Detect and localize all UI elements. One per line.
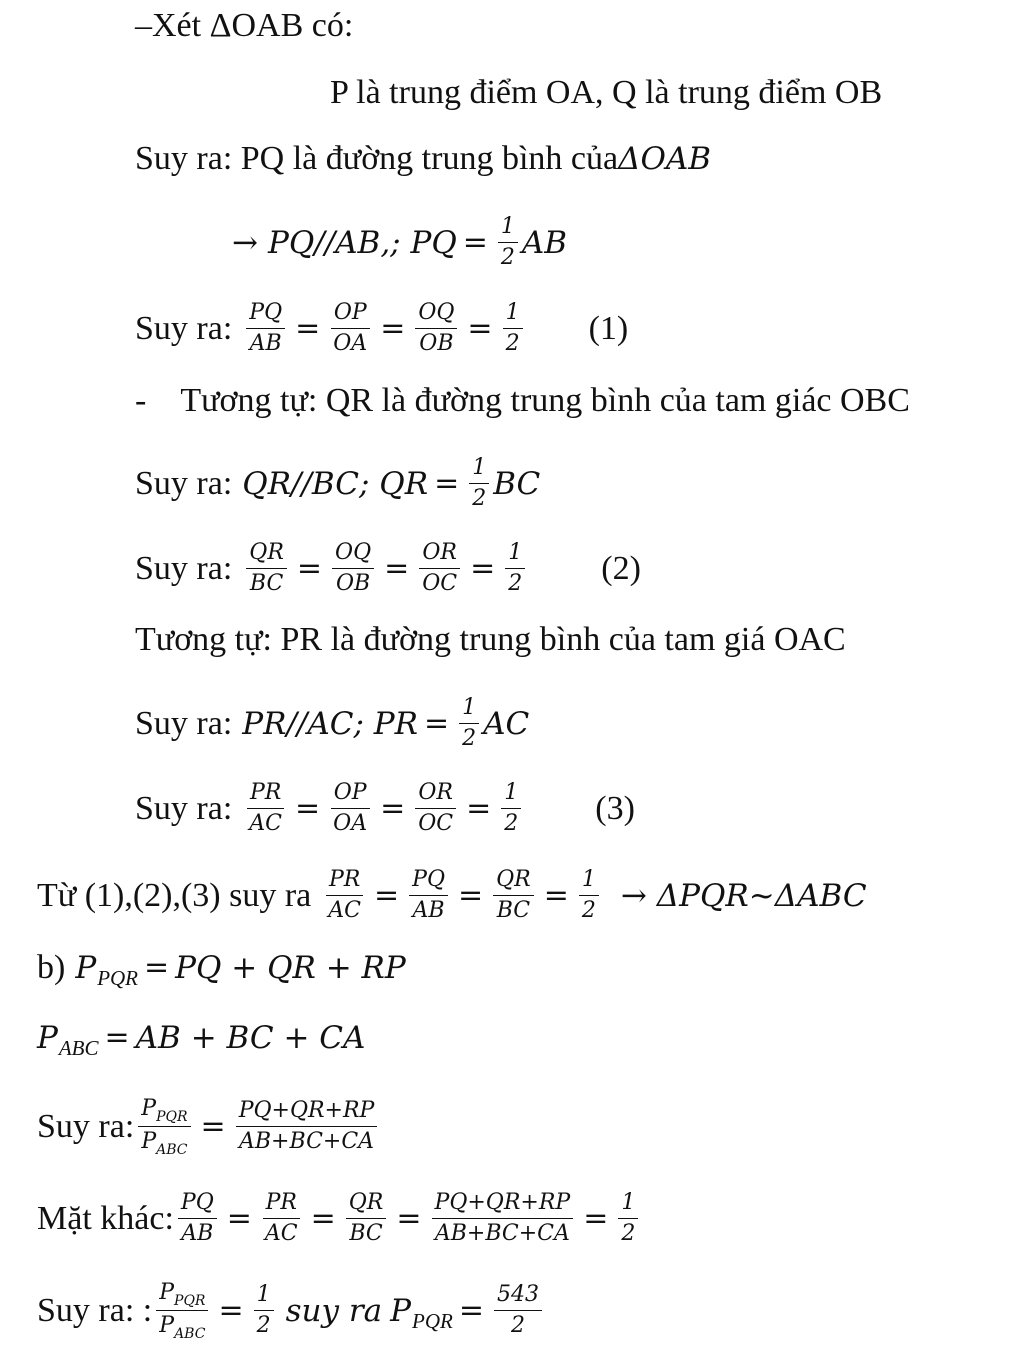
fraction-half: $\frac{1}{2}$ <box>469 455 489 512</box>
line-final-result <box>37 1280 546 1341</box>
fraction-oq-ob: $\frac{OQ}{OB}$ <box>415 300 457 357</box>
math-expr: PQ + QR + RP <box>175 950 406 986</box>
fraction-half: $\frac{1}{2}$ <box>618 1190 638 1247</box>
equals-sign: = <box>396 1200 422 1236</box>
math-expr: PR//AC; PR <box>242 705 418 742</box>
subscript: PQR <box>412 1308 453 1333</box>
text: Tương tự: PR là đường trung bình của tam giá OAC <box>135 621 846 658</box>
equals-sign: = <box>458 1292 484 1328</box>
line-similar-triangles <box>37 867 867 924</box>
equals-sign: = <box>467 310 493 346</box>
equals-sign: = <box>218 1292 244 1328</box>
label: Suy ra: <box>135 549 233 587</box>
fraction-op-oa: $\frac{OP}{OA}$ <box>330 300 370 357</box>
text: P là trung điểm OA, Q là trung điểm OB <box>330 74 883 111</box>
math-triangle: ΔOAB <box>618 141 712 177</box>
equals-sign: = <box>104 1020 130 1055</box>
fraction-pq-ab: $\frac{PQ}{AB}$ <box>178 1190 217 1247</box>
math-text: suy ra <box>285 1292 383 1329</box>
fraction-pq-ab: $\frac{PQ}{AB}$ <box>409 867 448 924</box>
line-perimeter-pqr <box>37 948 406 988</box>
fraction-pq-ab: $\frac{PQ}{AB}$ <box>246 300 285 357</box>
equals-sign: = <box>466 790 492 826</box>
fraction-op-oa: $\frac{OP}{OA}$ <box>330 780 370 837</box>
text: Tương tự: QR là đường trung bình của tam giác OBC <box>180 382 910 419</box>
fraction-qr-bc: $\frac{QR}{BC}$ <box>246 540 287 597</box>
equals-sign: = <box>295 310 321 346</box>
line-midpoints <box>330 73 882 113</box>
fraction-qr-bc: $\frac{QR}{BC}$ <box>346 1190 387 1247</box>
label: Suy ra: <box>37 1107 135 1145</box>
fraction-or-oc: $\frac{OR}{OC}$ <box>419 540 460 597</box>
fraction-perimeters: $\frac{P_{PQR}}{P_{ABC}}$ <box>156 1280 208 1341</box>
fraction-pr-ac: $\frac{PR}{AC}$ <box>325 867 364 924</box>
fraction-half: $\frac{1}{2}$ <box>459 695 479 752</box>
equals-sign: = <box>144 950 170 985</box>
math-expr: AB + BC + CA <box>135 1020 366 1056</box>
fraction-half: $\frac{1}{2}$ <box>501 780 521 837</box>
line-pr-parallel <box>135 695 529 752</box>
fraction-sums: $\frac{PQ+QR+RP}{AB+BC+CA}$ <box>432 1190 574 1247</box>
fraction-oq-ob: $\frac{OQ}{OB}$ <box>332 540 374 597</box>
math-p: P <box>37 1020 58 1056</box>
fraction-half: $\frac{1}{2}$ <box>503 300 523 357</box>
fraction-half: $\frac{1}{2}$ <box>498 214 518 271</box>
line-perimeter-abc <box>37 1018 365 1058</box>
text: Suy ra: PQ là đường trung bình của <box>135 140 619 177</box>
equals-sign: = <box>295 790 321 826</box>
line-ratio-2 <box>135 540 641 597</box>
equals-sign: = <box>543 877 569 913</box>
equals-sign: = <box>374 877 400 913</box>
equals-sign: = <box>380 310 406 346</box>
label: Suy ra: <box>135 704 233 742</box>
text: –Xét ΔOAB có: <box>135 7 354 44</box>
bullet-dash: - <box>135 382 147 419</box>
math-p: P <box>75 950 97 986</box>
equation-tag: (1) <box>588 309 629 347</box>
equals-sign: = <box>583 1200 609 1236</box>
equals-sign: = <box>200 1108 226 1144</box>
math-conclusion: → ΔPQR~ΔABC <box>620 877 867 914</box>
equation-tag: (3) <box>595 789 635 827</box>
line-perimeter-ratio <box>37 1096 381 1157</box>
line-ratio-3 <box>135 780 635 837</box>
math-expr: QR//BC; QR <box>242 465 429 502</box>
label: Suy ra: <box>135 309 233 347</box>
fraction-sums: $\frac{PQ+QR+RP}{AB+BC+CA}$ <box>236 1098 378 1155</box>
equals-sign: = <box>423 705 450 741</box>
line-midline-obc <box>135 381 910 421</box>
label: Từ (1),(2),(3) suy ra <box>37 876 312 914</box>
line-on-other-hand <box>37 1190 642 1247</box>
subscript: PQR <box>97 966 139 990</box>
subscript: ABC <box>58 1036 99 1060</box>
label: Suy ra: <box>135 789 233 827</box>
fraction-half: $\frac{1}{2}$ <box>579 867 599 924</box>
math-expr: PQ//AB,; PQ <box>267 224 457 261</box>
math-expr: BC <box>493 465 541 502</box>
fraction-result: $\frac{543}{2}$ <box>494 1282 542 1339</box>
equals-sign: = <box>380 790 406 826</box>
line-pq-parallel <box>232 214 567 271</box>
fraction-or-oc: $\frac{OR}{OC}$ <box>415 780 456 837</box>
math-expr: AC <box>483 705 530 742</box>
equation-tag: (2) <box>601 549 641 587</box>
line-qr-parallel <box>135 455 540 512</box>
line-midline-oac <box>135 620 846 660</box>
equals-sign: = <box>226 1200 252 1236</box>
arrow-icon: → <box>232 224 258 261</box>
line-ratio-1 <box>135 300 628 357</box>
equals-sign: = <box>296 550 323 586</box>
label: Suy ra: : <box>37 1291 153 1329</box>
fraction-half: $\frac{1}{2}$ <box>254 1282 274 1339</box>
line-consider-triangle <box>135 6 353 46</box>
label: Mặt khác: <box>37 1199 174 1237</box>
label: b) <box>37 949 66 986</box>
math-p: P <box>390 1292 412 1329</box>
fraction-perimeters: $\frac{P_{PQR}}{P_{ABC}}$ <box>138 1096 190 1157</box>
label: Suy ra: <box>135 464 233 502</box>
equals-sign: = <box>384 550 410 586</box>
equals-sign: = <box>458 877 484 913</box>
fraction-half: $\frac{1}{2}$ <box>505 540 525 597</box>
equals-sign: = <box>470 550 496 586</box>
line-midline-oab <box>135 139 711 179</box>
fraction-qr-bc: $\frac{QR}{BC}$ <box>493 867 534 924</box>
fraction-pr-ac: $\frac{PR}{AC}$ <box>262 1190 301 1247</box>
fraction-pr-ac: $\frac{PR}{AC}$ <box>246 780 285 837</box>
equals-sign: = <box>310 1200 336 1236</box>
math-expr: AB <box>521 224 568 261</box>
equals-sign: = <box>434 465 460 501</box>
equals-sign: = <box>462 224 488 260</box>
